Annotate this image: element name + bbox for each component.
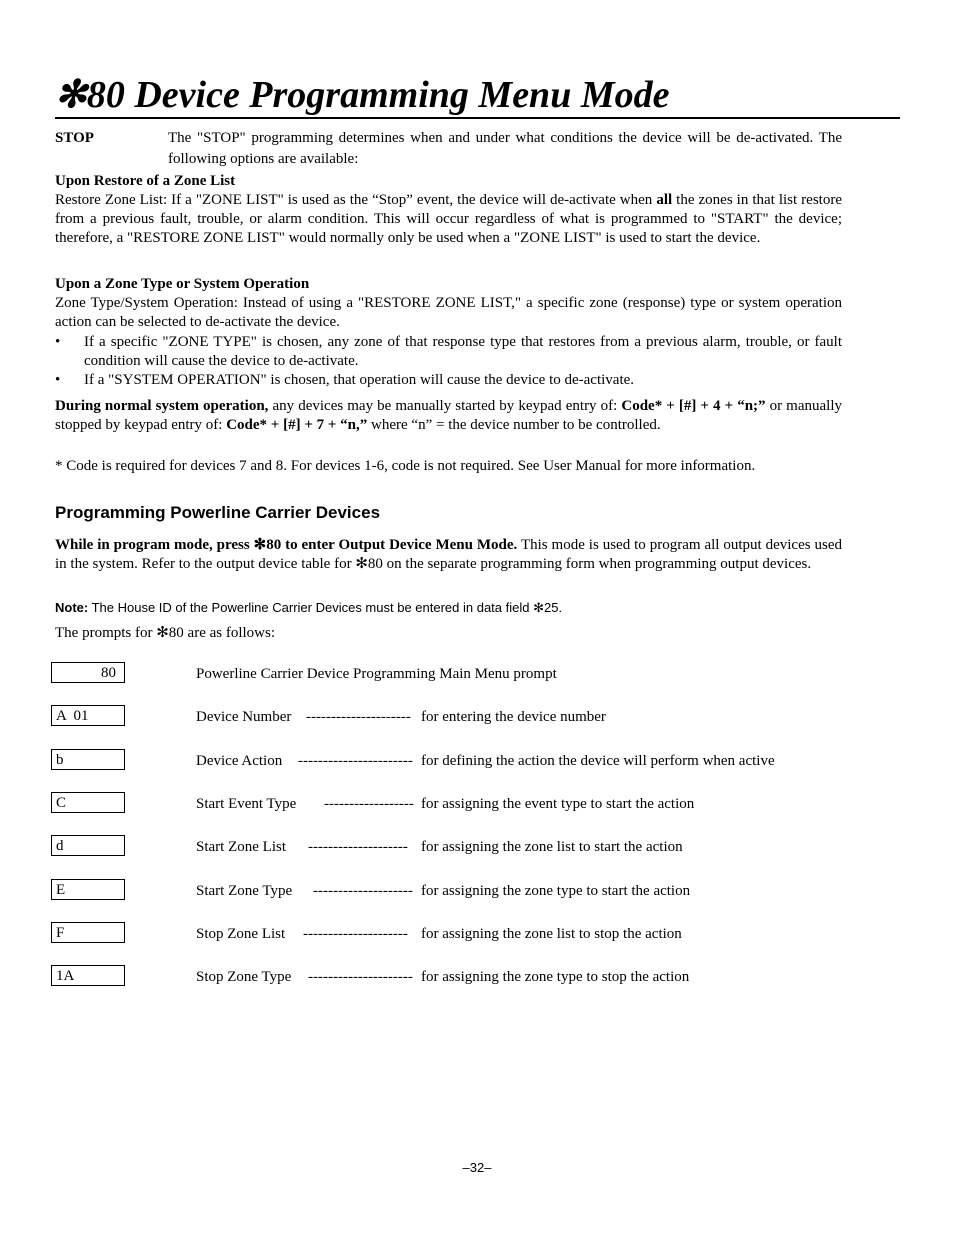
prompt-code-box: E	[51, 879, 125, 900]
code-note: * Code is required for devices 7 and 8. For devices 1-6, code is not required. See User Manual for more information.	[55, 458, 756, 474]
powerline-text: While in program mode, press ✻80 to enter Output Device Menu Mode. This mode is used to program all output devices used in the system. Refer to the output device table for ✻80 on the separate programming form when programming output devices.	[55, 537, 842, 572]
prompts-intro: The prompts for ✻80 are as follows:	[55, 625, 276, 641]
zone-type-text: Zone Type/System Operation: Instead of using a "RESTORE ZONE LIST," a specific zone (response) type or system operation action can be selected to de-activate the device.	[55, 295, 842, 330]
prompt-name: Device Action	[196, 753, 283, 769]
prompt-description: for entering the device number	[421, 709, 606, 725]
stop-text: The "STOP" programming determines when and under what conditions the device will be de-activated. The following options are available:	[168, 130, 842, 167]
prompt-description: for defining the action the device will perform when active	[421, 753, 775, 769]
prompt-leader: ------------------	[324, 796, 414, 812]
prompt-code-box: d	[51, 835, 125, 856]
house-id-note: Note: The House ID of the Powerline Carrier Devices must be entered in data field ✻25.	[55, 600, 563, 615]
restore-zone-list-heading: Upon Restore of a Zone List	[55, 173, 236, 189]
bullet-item	[55, 333, 842, 371]
bullet-item	[55, 371, 842, 390]
prompt-leader: --------------------	[308, 839, 408, 855]
restore-zone-list-text: Restore Zone List: If a "ZONE LIST" is used as the “Stop” event, the device will de-activate when all the zones in that list restore from a previous fault, trouble, or alarm condition. This will occur regardless of what is programmed to "START" the device; therefore, a "RESTORE ZONE LIST" would normally only be used when a "ZONE LIST" is used to start the device.	[55, 192, 842, 246]
prompt-leader: ---------------------	[303, 926, 408, 942]
prompt-description: for assigning the zone list to start the action	[421, 839, 683, 855]
prompt-code-box: C	[51, 792, 125, 813]
normal-operation-text: During normal system operation, any devices may be manually started by keypad entry of: Code* + [#] + 4 + “n;” or manually stopped by keypad entry of: Code* + [#] + 7 + “n,” where “n” = the device number to be controlled.	[55, 398, 842, 433]
prompt-leader: --------------------	[313, 883, 413, 899]
prompt-leader: ---------------------	[308, 969, 413, 985]
prompt-leader: ---------------------	[306, 709, 411, 725]
stop-heading: STOP	[55, 130, 94, 146]
prompt-name: Device Number	[196, 709, 292, 725]
page-title: ✻80 Device Programming Menu Mode	[55, 74, 670, 116]
prompt-code-box: F	[51, 922, 125, 943]
prompt-description: for assigning the zone type to start the action	[421, 883, 691, 899]
powerline-heading: Programming Powerline Carrier Devices	[55, 503, 381, 522]
bullet-text: If a "SYSTEM OPERATION" is chosen, that operation will cause the device to de-activate.	[84, 372, 635, 388]
prompt-description: for assigning the zone type to stop the action	[421, 969, 690, 985]
prompt-leader: -----------------------	[298, 753, 413, 769]
prompt-name: Stop Zone Type	[196, 969, 292, 985]
page-number: –32–	[462, 1160, 492, 1175]
bullet-dot: •	[55, 334, 61, 350]
title-rule	[55, 117, 900, 119]
prompt-code-box: 1A	[51, 965, 125, 986]
bullet-dot: •	[55, 372, 61, 388]
prompt-description: for assigning the event type to start the action	[421, 796, 695, 812]
prompt-code-box: 80	[51, 662, 125, 683]
prompt-name: Start Zone List	[196, 839, 286, 855]
prompt-code-box: A 01	[51, 705, 125, 726]
prompt-description: for assigning the zone list to stop the action	[421, 926, 682, 942]
prompt-name: Powerline Carrier Device Programming Main Menu prompt	[196, 666, 557, 682]
zone-type-heading: Upon a Zone Type or System Operation	[55, 276, 310, 292]
prompt-name: Start Zone Type	[196, 883, 293, 899]
bullet-text: If a specific "ZONE TYPE" is chosen, any zone of that response type that restores from a previous alarm, trouble, or fault condition will cause the device to de-activate.	[84, 334, 842, 369]
prompt-name: Start Event Type	[196, 796, 297, 812]
prompt-name: Stop Zone List	[196, 926, 286, 942]
prompt-code-box: b	[51, 749, 125, 770]
